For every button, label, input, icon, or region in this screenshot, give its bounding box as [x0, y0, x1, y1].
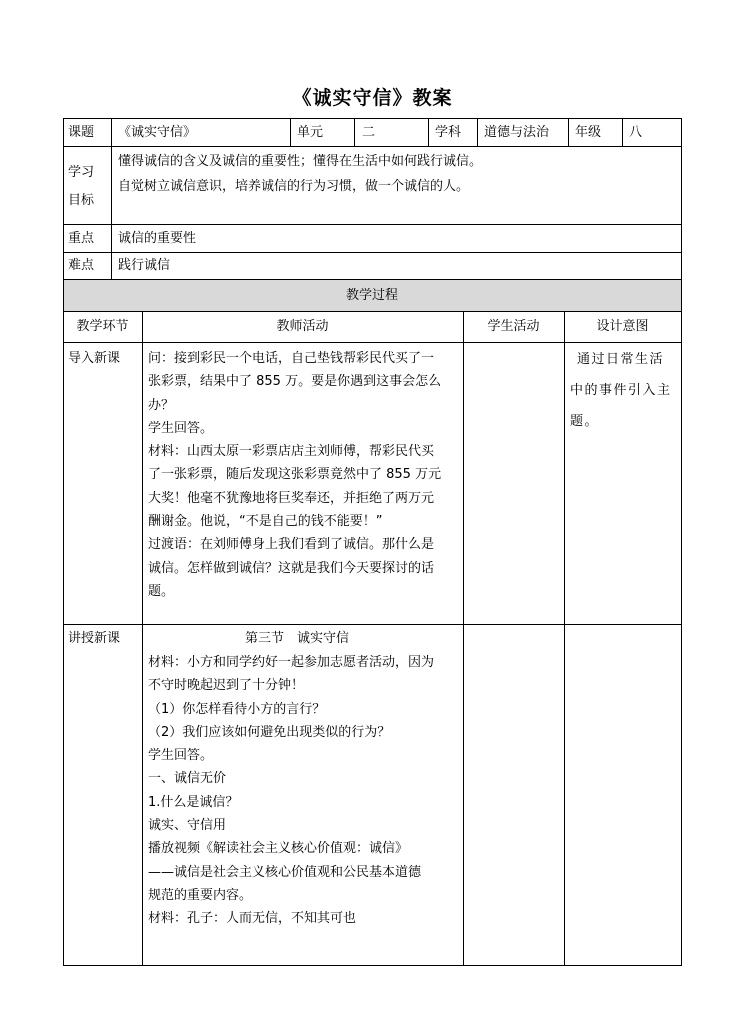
- text-line: ——诚信是社会主义核心价值观和公民基本道德: [148, 864, 422, 880]
- column-header: 学生活动: [487, 319, 540, 334]
- text-line: 酬谢金。他说，“不是自己的钱不能要！”: [148, 514, 383, 530]
- table-border: [290, 118, 291, 147]
- table-border: [63, 624, 682, 625]
- table-border: [63, 279, 682, 280]
- text-line: 1.什么是诚信？: [148, 794, 239, 810]
- table-border: [142, 311, 143, 966]
- table-border: [354, 118, 355, 147]
- text-line: 规范的重要内容。: [148, 887, 253, 903]
- teacher-activity: [148, 347, 441, 603]
- table-border: [63, 965, 682, 966]
- text-line: 播放视频《解读社会主义核心价值观：诚信》: [148, 841, 409, 857]
- text-line: 过渡语：在刘师傅身上我们看到了诚信。那什么是: [148, 537, 435, 553]
- text-line: 材料：小方和同学约好一起参加志愿者活动，因为: [148, 655, 435, 670]
- objectives-label-1: 学习: [68, 165, 95, 180]
- text-line: 学生回答。: [148, 420, 214, 436]
- page-title: 《诚实守信》教案: [292, 87, 453, 109]
- key-point-label: 重点: [68, 231, 95, 246]
- text-line: 办？: [148, 397, 175, 413]
- table-border: [63, 342, 682, 343]
- table-border: [63, 118, 64, 966]
- table-border: [564, 311, 565, 966]
- stage-label: 导入新课: [68, 351, 121, 366]
- subject-label: 学科: [435, 125, 462, 140]
- table-border: [63, 146, 682, 147]
- text-line: 大奖！他毫不犹豫地将巨奖奉还，并拒绝了两万元: [148, 490, 435, 506]
- text-line: （2）我们应该如何避免出现类似的行为？: [148, 724, 391, 740]
- objectives-label-2: 目标: [68, 193, 95, 208]
- table-border: [63, 311, 682, 312]
- text-line: 不守时晚起迟到了十分钟！: [148, 678, 305, 694]
- subject-value: 道德与法治: [484, 125, 550, 140]
- table-border: [568, 118, 569, 147]
- table-border: [63, 118, 682, 119]
- unit-label: 单元: [297, 125, 324, 140]
- table-border: [477, 118, 478, 147]
- key-point-value: 诚信的重要性: [118, 231, 197, 246]
- topic-label: 课题: [68, 125, 95, 140]
- column-header: 设计意图: [596, 319, 649, 334]
- column-header: 教师活动: [276, 319, 329, 334]
- text-line: 诚实、守信用: [148, 818, 227, 834]
- table-border: [63, 224, 682, 225]
- table-border: [622, 118, 623, 147]
- teacher-activity: [148, 651, 434, 931]
- text-line: （1）你怎样看待小方的言行？: [148, 701, 326, 717]
- grade-value: 八: [629, 125, 643, 140]
- text-line: 一、诚信无价: [148, 771, 227, 787]
- unit-value: 二: [362, 125, 376, 140]
- text-line: 张彩票，结果中了 855 万。要是你遇到这事会怎么: [148, 374, 442, 390]
- process-header: 教学过程: [345, 288, 398, 303]
- column-header: 教学环节: [76, 319, 129, 334]
- text-line: 题。: [570, 414, 600, 429]
- text-line: 题。: [148, 583, 175, 599]
- text-line: 问：接到彩民一个电话，自己垫钱帮彩民代买了一: [148, 351, 435, 366]
- table-border: [63, 252, 682, 253]
- table-border: [111, 118, 112, 280]
- design-intent: [570, 344, 672, 437]
- section-heading: 第三节 诚实守信: [245, 631, 350, 646]
- grade-label: 年级: [575, 125, 602, 140]
- text-line: 材料：山西太原一彩票店店主刘师傅，帮彩民代买: [148, 444, 435, 460]
- table-border: [428, 118, 429, 147]
- text-line: 材料：孔子：人而无信，不知其可也: [148, 911, 357, 927]
- text-line: 了一张彩票，随后发现这张彩票竟然中了 855 万元: [148, 467, 442, 483]
- table-border: [463, 311, 464, 966]
- topic-value: 《诚实守信》: [118, 125, 197, 140]
- text-line: 诚信。怎样做到诚信？这就是我们今天要探讨的话: [148, 560, 435, 576]
- stage-label: 讲授新课: [68, 631, 121, 646]
- difficulty-label: 难点: [68, 258, 95, 273]
- difficulty-value: 践行诚信: [118, 258, 171, 273]
- objective-line: 懂得诚信的含义及诚信的重要性；懂得在生活中如何践行诚信。: [118, 154, 483, 169]
- text-line: 学生回答。: [148, 748, 214, 764]
- text-line: 中的事件引入主: [570, 383, 672, 398]
- objective-line: 自觉树立诚信意识，培养诚信的行为习惯，做一个诚信的人。: [118, 179, 470, 194]
- table-border: [681, 118, 682, 966]
- text-line: 通过日常生活: [577, 352, 665, 367]
